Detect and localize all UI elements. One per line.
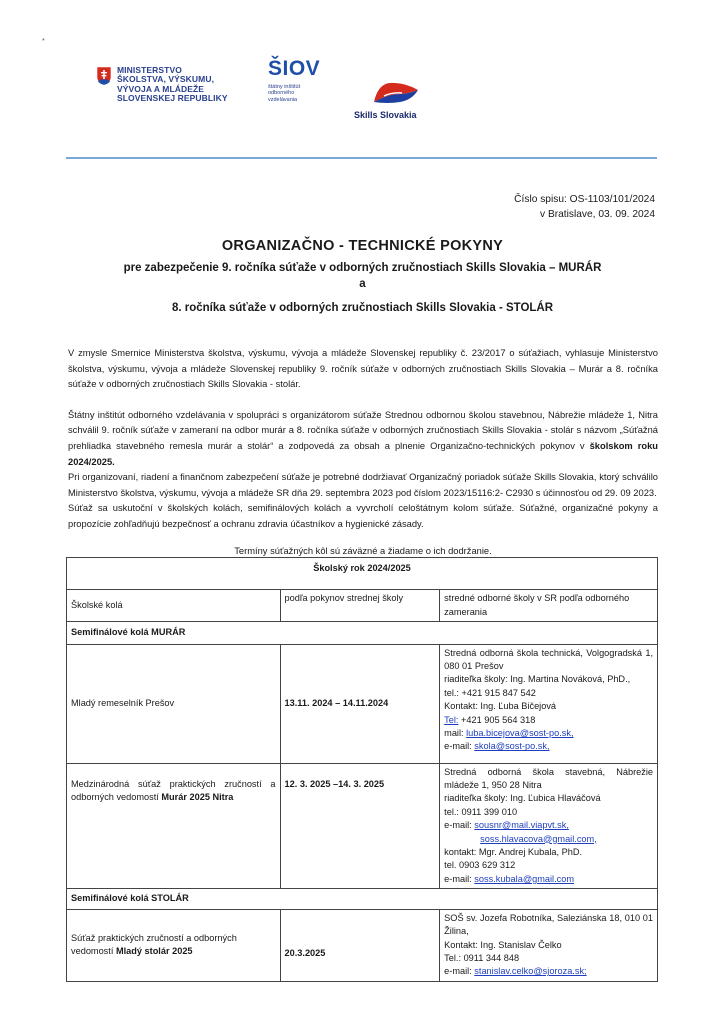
round-date-nitra: 12. 3. 2025 –14. 3. 2025	[280, 763, 440, 889]
email-link[interactable]: soss.kubala@gmail.com	[474, 873, 575, 884]
slovak-coat-of-arms-icon	[96, 66, 112, 86]
document-title	[60, 236, 665, 316]
contact-person: Kontakt: Ing. Ľuba Bičejová	[444, 701, 557, 712]
contact-mail: e-mail: stanislav.celko@sjoroza.sk;	[444, 966, 587, 977]
contact-phone: Tel.: 0911 344 848	[444, 952, 520, 963]
table-row	[67, 889, 658, 909]
email-link[interactable]: soss.hlavacova@gmail.com,	[480, 833, 597, 844]
contact-phone: tel. 0903 629 312	[444, 860, 516, 871]
ministry-line-3: VÝVOJA A MLÁDEŽE	[117, 83, 205, 94]
title-subtitle-murar: pre zabezpečenie 9. ročníka súťaže v odborných zručnostiach Skills Slovakia – MURÁR	[123, 262, 602, 274]
document-body	[68, 346, 658, 533]
paragraph-2	[68, 408, 658, 470]
ministry-logo	[96, 66, 256, 110]
title-main: ORGANIZAČNO - TECHNICKÉ POKYNY	[221, 238, 504, 254]
round-name-zilina: Súťaž praktických zručností a odborných vedomostí Mladý stolár 2025	[67, 909, 281, 981]
table-row	[67, 909, 658, 981]
siov-logo	[268, 58, 348, 118]
table-row	[67, 622, 658, 644]
paragraph-2-text: Štátny inštitút odborného vzdelávania v spolupráci s organizátorom súťaže Strednou odbornou školou stavebnou, Nábrežie mládeže 1, Nitra schválil 9. ročník súťaže v zameraní na odbor murár a 8. ročníka súťaže v odborných zručnostiach Skills Slovakia - stolár s názvom „Súťažná prehliadka stavebného remesla murár a stolár“ a zodpovedá za obsah a plnenie Organizačno-technických pokynov v	[68, 409, 658, 451]
section-stolar: Semifinálové kolá STOLÁR	[67, 889, 658, 909]
email-link[interactable]: luba.bicejova@sost-po.sk,	[466, 728, 574, 739]
place-date: v Bratislave, 03. 09. 2024	[540, 209, 655, 220]
round-name-nitra: Medzinárodná súťaž praktických zručností a odborných vedomostí Murár 2025 Nitra	[67, 763, 281, 889]
round-contact-nitra	[440, 763, 658, 889]
school-phone: tel.: +421 915 847 542	[444, 687, 536, 698]
ministry-name	[117, 66, 228, 104]
siov-sub-line-3: vzdelávania	[268, 96, 298, 103]
round-date-presov: 13.11. 2024 – 14.11.2024	[280, 644, 440, 763]
round-contact-presov	[440, 644, 658, 763]
director-mail	[444, 833, 653, 846]
school-director: riaditeľka školy: Ing. Martina Nováková, PhD.,	[444, 674, 631, 685]
paragraph-4: Súťaž sa uskutoční v školských kolách, semifinálových kolách a vyvrcholí celoštátnym kolom súťaže. Súťažné, organizačné pokyny a propozície zohľadňujú bezpečnosť a ochranu zdravia účastníkov a hygienické zásady.	[68, 503, 658, 529]
email-link[interactable]: stanislav.celko@sjoroza.sk;	[474, 966, 587, 977]
deadlines-note: Termíny súťažných kôl sú záväzné a žiadame o ich dodržanie.	[234, 546, 492, 556]
column-header-dates: podľa pokynov strednej školy	[280, 590, 440, 622]
school-address: Stredná odborná škola technická, Volgogradská 1, 080 01 Prešov	[444, 647, 653, 672]
schedule-table	[66, 557, 658, 982]
round-contact-zilina	[440, 909, 658, 981]
siov-subtitle	[268, 84, 328, 103]
email-link[interactable]: skola@sost-po.sk,	[474, 741, 550, 752]
skills-slovakia-logo	[350, 80, 430, 120]
section-murar: Semifinálové kolá MURÁR	[67, 622, 658, 644]
school-phone: tel.: 0911 399 010	[444, 806, 518, 817]
table-row	[67, 763, 658, 889]
ministry-line-2: ŠKOLSTVA, VÝSKUMU,	[117, 74, 215, 85]
siov-sub-line-1: štátny inštitút	[268, 84, 301, 90]
title-conjunction: a	[359, 278, 366, 290]
email-link[interactable]: sousnr@mail.viapvt.sk,	[474, 820, 569, 831]
title-subtitle-stolar: 8. ročníka súťaže v odborných zručnostiach Skills Slovakia - STOLÁR	[171, 302, 554, 314]
column-header-schools: stredné odborné školy v SR podľa odborného zamerania	[440, 590, 658, 622]
contact-mail: e-mail: soss.kubala@gmail.com	[444, 873, 575, 884]
document-meta	[514, 192, 655, 222]
siov-name: ŠIOV	[268, 57, 321, 80]
school-address: SOŠ sv. Jozefa Robotníka, Saleziánska 18, 010 01 Žilina,	[444, 912, 653, 937]
contact-mail: mail: luba.bicejova@sost-po.sk,	[444, 728, 574, 739]
table-row	[67, 590, 658, 622]
ministry-line-4: SLOVENSKEJ REPUBLIKY	[117, 93, 228, 104]
margin-mark: *	[42, 38, 45, 45]
school-mail: e-mail: skola@sost-po.sk,	[444, 741, 550, 752]
contact-person: Kontakt: Ing. Stanislav Čelko	[444, 939, 562, 950]
column-header-rounds: Školské kolá	[67, 590, 281, 622]
table-row	[67, 644, 658, 763]
contact-person: kontakt: Mgr. Andrej Kubala, PhD.	[444, 847, 583, 858]
round-name-presov: Mladý remeselník Prešov	[67, 644, 281, 763]
file-number: Číslo spisu: OS-1103/101/2024	[514, 194, 655, 205]
ministry-line-1: MINISTERSTVO	[117, 65, 182, 75]
header-divider	[66, 157, 657, 159]
school-year-header: Školský rok 2024/2025	[67, 558, 658, 590]
contact-phone: Tel: +421 905 564 318	[444, 714, 536, 725]
school-director: riaditeľka školy: Ing. Ľubica Hlaváčová	[444, 793, 601, 804]
paragraph-3: Pri organizovaní, riadení a finančnom zabezpečení súťaže je potrebné dodržiavať Organizačný poriadok súťaže Skills Slovakia, ktorý schválilo Ministerstvo školstva, výskumu, vývoja a mládeže SR dňa 29. septembra 2023 pod číslom 2023/15116:2- C2930 s účinnosťou od 29. 09 2023.	[68, 472, 658, 498]
skills-slovakia-name: Skills Slovakia	[354, 110, 417, 120]
siov-sub-line-2: odborného	[268, 90, 295, 97]
school-address: Stredná odborná škola stavebná, Nábrežie mládeže 1, 950 28 Nitra	[444, 766, 653, 791]
round-date-zilina: 20.3.2025	[280, 909, 440, 981]
paragraph-1: V zmysle Smernice Ministerstva školstva, výskumu, vývoja a mládeže Slovenskej republiky č. 23/2017 o súťažiach, vyhlasuje Ministerstvo školstva, výskumu, vývoja a mládeže Slovenskej republiky 9. ročník súťaže v odborných zručnostiach Skills Slovakia – Murár a 8. ročníka súťaže v odborných zručnostiach Skills Slovakia - stolár.	[68, 348, 658, 390]
school-mail: e-mail: sousnr@mail.viapvt.sk,	[444, 820, 569, 831]
table-row	[67, 558, 658, 590]
skills-flag-icon	[370, 80, 422, 108]
paragraph-2-school-year: školskom roku 2024/2025.	[68, 440, 658, 467]
